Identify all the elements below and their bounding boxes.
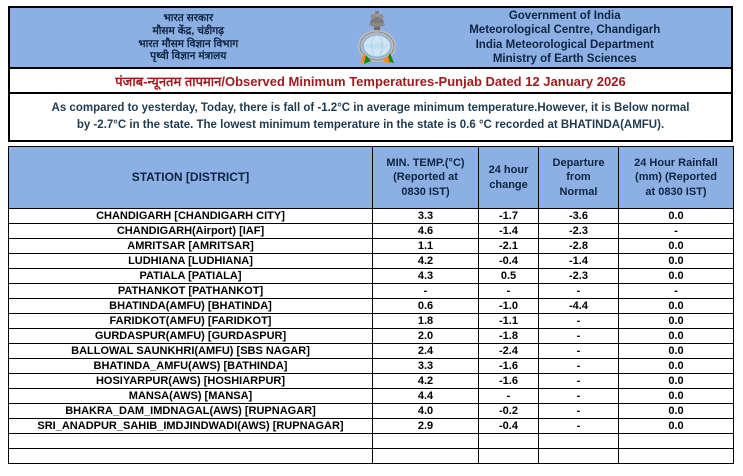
change-head-line-2: change xyxy=(489,178,528,191)
cell-min-temp: 0.6 xyxy=(373,299,479,314)
min-temp-head-line-2: (Reported at xyxy=(393,171,458,184)
rainfall-head-line-3: at 0830 IST) xyxy=(645,185,707,198)
cell-min-temp: 3.3 xyxy=(373,209,479,224)
cell-24h-change: -1.7 xyxy=(479,209,539,224)
cell-station: PATIALA [PATIALA] xyxy=(9,269,373,284)
cell-rainfall: 0.0 xyxy=(619,359,734,374)
report-title-bar xyxy=(8,69,733,94)
cell-rainfall xyxy=(619,449,734,464)
cell-rainfall: 0.0 xyxy=(619,404,734,419)
cell-min-temp: 1.8 xyxy=(373,314,479,329)
cell-rainfall: 0.0 xyxy=(619,314,734,329)
header-english-line-4: Ministry of Earth Sciences xyxy=(492,52,637,65)
cell-24h-change: -1.4 xyxy=(479,224,539,239)
table-row xyxy=(9,434,734,449)
cell-24h-change: -0.2 xyxy=(479,404,539,419)
table-row xyxy=(9,209,734,224)
imd-logo-icon xyxy=(345,8,409,68)
table-row xyxy=(9,419,734,434)
cell-min-temp: 2.4 xyxy=(373,344,479,359)
table-row xyxy=(9,299,734,314)
cell-24h-change xyxy=(479,434,539,449)
cell-rainfall: 0.0 xyxy=(619,254,734,269)
table-row xyxy=(9,329,734,344)
cell-24h-change: - xyxy=(479,284,539,299)
table-row xyxy=(9,404,734,419)
cell-station: SRI_ANADPUR_SAHIB_IMDJINDWADI(AWS) [RUPNAGAR] xyxy=(9,419,373,434)
column-header-rainfall xyxy=(619,147,734,209)
cell-rainfall: 0.0 xyxy=(619,374,734,389)
table-header-row-group xyxy=(9,147,734,209)
cell-rainfall: 0.0 xyxy=(619,239,734,254)
cell-departure: - xyxy=(539,419,619,434)
cell-24h-change: -0.4 xyxy=(479,419,539,434)
cell-min-temp: 4.3 xyxy=(373,269,479,284)
cell-24h-change: -0.4 xyxy=(479,254,539,269)
cell-departure: - xyxy=(539,359,619,374)
cell-24h-change: 0.5 xyxy=(479,269,539,284)
header-hindi-line-1: भारत सरकार xyxy=(163,11,214,24)
cell-station: BHATINDA(AMFU) [BHATINDA] xyxy=(9,299,373,314)
cell-departure: -2.3 xyxy=(539,224,619,239)
imd-emblem-svg xyxy=(354,9,400,67)
cell-station: AMRITSAR [AMRITSAR] xyxy=(9,239,373,254)
cell-min-temp xyxy=(373,434,479,449)
cell-min-temp: 1.1 xyxy=(373,239,479,254)
summary-panel xyxy=(8,94,733,142)
cell-departure: -3.6 xyxy=(539,209,619,224)
change-head-line-1: 24 hour xyxy=(488,164,529,177)
cell-rainfall: - xyxy=(619,224,734,239)
cell-departure: - xyxy=(539,314,619,329)
cell-station: GURDASPUR(AMFU) [GURDASPUR] xyxy=(9,329,373,344)
header-english-line-3: India Meteorological Department xyxy=(475,38,654,51)
cell-min-temp: 4.6 xyxy=(373,224,479,239)
table-row xyxy=(9,224,734,239)
table-body xyxy=(9,209,734,464)
table-row xyxy=(9,359,734,374)
cell-min-temp xyxy=(373,449,479,464)
cell-departure: -1.4 xyxy=(539,254,619,269)
report-header xyxy=(8,6,733,69)
header-hindi-line-3: भारत मौसम विज्ञान विभाग xyxy=(138,37,239,50)
cell-departure: -2.8 xyxy=(539,239,619,254)
cell-rainfall: 0.0 xyxy=(619,209,734,224)
header-hindi-line-2: मौसम केंद्र, चंडीगढ़ xyxy=(152,24,225,37)
min-temp-head-line-1: MIN. TEMP.(°C) xyxy=(386,157,465,170)
column-header-24h-change xyxy=(479,147,539,209)
cell-min-temp: 2.0 xyxy=(373,329,479,344)
header-english-line-2: Meteorological Centre, Chandigarh xyxy=(469,24,661,37)
cell-station xyxy=(9,434,373,449)
cell-station: BHATINDA_AMFU(AWS) [BATHINDA] xyxy=(9,359,373,374)
table-row xyxy=(9,314,734,329)
cell-min-temp: 4.4 xyxy=(373,389,479,404)
header-hindi-block xyxy=(10,12,345,63)
cell-24h-change: -1.6 xyxy=(479,359,539,374)
table-row xyxy=(9,344,734,359)
cell-min-temp: 2.9 xyxy=(373,419,479,434)
cell-min-temp: 4.2 xyxy=(373,374,479,389)
header-english-block xyxy=(409,9,732,65)
cell-24h-change: - xyxy=(479,389,539,404)
cell-station: CHANDIGARH [CHANDIGARH CITY] xyxy=(9,209,373,224)
cell-rainfall: 0.0 xyxy=(619,269,734,284)
table-row xyxy=(9,284,734,299)
table-row xyxy=(9,239,734,254)
temperature-table xyxy=(8,146,734,464)
cell-station: MANSA(AWS) [MANSA] xyxy=(9,389,373,404)
cell-station xyxy=(9,449,373,464)
header-english-line-1: Government of India xyxy=(508,10,621,23)
cell-station: BALLOWAL SAUNKHRI(AMFU) [SBS NAGAR] xyxy=(9,344,373,359)
cell-min-temp: 4.0 xyxy=(373,404,479,419)
cell-departure: - xyxy=(539,374,619,389)
cell-rainfall: - xyxy=(619,284,734,299)
cell-rainfall: 0.0 xyxy=(619,419,734,434)
cell-departure: -2.3 xyxy=(539,269,619,284)
table-header-row xyxy=(9,147,734,209)
departure-head-line-3: Normal xyxy=(559,185,598,198)
cell-rainfall: 0.0 xyxy=(619,299,734,314)
temperature-table-container xyxy=(8,146,733,464)
summary-line-1: As compared to yesterday, Today, there is fall of -1.2°C in average minimum temperature.However, it is Below normal xyxy=(51,101,690,114)
cell-24h-change: -1.1 xyxy=(479,314,539,329)
cell-rainfall: 0.0 xyxy=(619,329,734,344)
cell-departure: - xyxy=(539,344,619,359)
cell-departure xyxy=(539,449,619,464)
rainfall-head-line-2: (mm) (Reported xyxy=(635,171,717,184)
departure-head-line-1: Departure xyxy=(552,157,605,170)
cell-24h-change: -1.0 xyxy=(479,299,539,314)
cell-24h-change: -2.4 xyxy=(479,344,539,359)
table-row xyxy=(9,269,734,284)
table-row xyxy=(9,389,734,404)
cell-24h-change xyxy=(479,449,539,464)
cell-24h-change: -1.8 xyxy=(479,329,539,344)
min-temp-head-line-3: 0830 IST) xyxy=(401,185,450,198)
cell-departure: - xyxy=(539,284,619,299)
cell-station: PATHANKOT [PATHANKOT] xyxy=(9,284,373,299)
departure-head-line-2: from xyxy=(566,171,591,184)
cell-departure: - xyxy=(539,389,619,404)
rainfall-head-line-1: 24 Hour Rainfall xyxy=(634,157,718,170)
cell-rainfall xyxy=(619,434,734,449)
cell-min-temp: 3.3 xyxy=(373,359,479,374)
table-row xyxy=(9,449,734,464)
cell-24h-change: -1.6 xyxy=(479,374,539,389)
summary-line-2: by -2.7°C in the state. The lowest minimum temperature in the state is 0.6 °C recorded at BHATINDA(AMFU). xyxy=(76,119,665,131)
cell-rainfall: 0.0 xyxy=(619,389,734,404)
cell-station: HOSIYARPUR(AWS) [HOSHIARPUR] xyxy=(9,374,373,389)
cell-departure xyxy=(539,434,619,449)
table-row xyxy=(9,374,734,389)
column-header-station: STATION [DISTRICT] xyxy=(9,147,373,209)
cell-rainfall: 0.0 xyxy=(619,344,734,359)
cell-min-temp: - xyxy=(373,284,479,299)
cell-24h-change: -2.1 xyxy=(479,239,539,254)
header-hindi-line-4: पृथ्वी विज्ञान मंत्रालय xyxy=(150,50,227,63)
cell-station: FARIDKOT(AMFU) [FARIDKOT] xyxy=(9,314,373,329)
column-header-min-temp xyxy=(373,147,479,209)
column-header-departure xyxy=(539,147,619,209)
cell-station: LUDHIANA [LUDHIANA] xyxy=(9,254,373,269)
page-title: पंजाब-न्यूनतम तापमान/Observed Minimum Temperatures-Punjab Dated 12 January 2026 xyxy=(115,73,626,89)
cell-station: CHANDIGARH(Airport) [IAF] xyxy=(9,224,373,239)
cell-departure: -4.4 xyxy=(539,299,619,314)
cell-departure: - xyxy=(539,329,619,344)
cell-station: BHAKRA_DAM_IMDNAGAL(AWS) [RUPNAGAR] xyxy=(9,404,373,419)
table-row xyxy=(9,254,734,269)
cell-departure: - xyxy=(539,404,619,419)
cell-min-temp: 4.2 xyxy=(373,254,479,269)
